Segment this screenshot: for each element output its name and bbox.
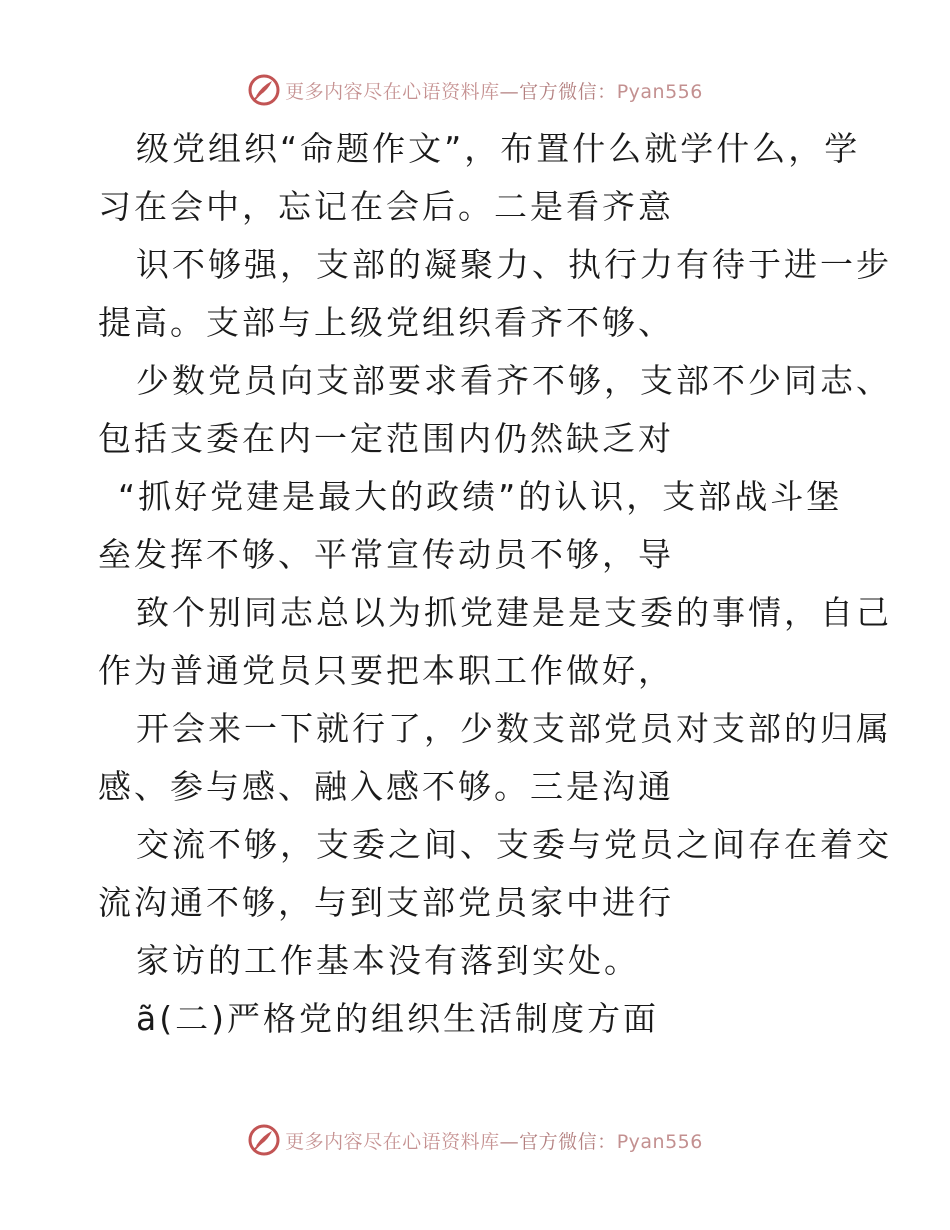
text-line: 级党组织“命题作文”，布置什么就学什么，学 [136, 129, 861, 168]
header-watermark [0, 73, 950, 107]
text-line: 提高。支部与上级党组织看齐不够、 [98, 303, 674, 342]
text-line: 垒发挥不够、平常宣传动员不够，导 [98, 535, 674, 574]
watermark-text: 更多内容尽在心语资料库—官方微信：Pyan556 [285, 80, 703, 103]
quill-logo-icon [247, 73, 281, 107]
document-body [98, 120, 892, 1048]
text-line: 包括支委在内一定范围内仍然缺乏对 [98, 419, 674, 458]
text-line: 作为普通党员只要把本职工作做好， [98, 651, 674, 690]
watermark-text: 更多内容尽在心语资料库—官方微信：Pyan556 [285, 1130, 703, 1153]
text-line: 交流不够，支委之间、支委与党员之间存在着交 [136, 825, 892, 864]
text-line: 家访的工作基本没有落到实处。 [136, 941, 640, 980]
text-line: 少数党员向支部要求看齐不够，支部不少同志、 [136, 361, 892, 400]
text-line: 感、参与感、融入感不够。三是沟通 [98, 767, 674, 806]
footer-watermark [0, 1123, 950, 1157]
text-line: 识不够强，支部的凝聚力、执行力有待于进一步 [136, 245, 892, 284]
text-line: 习在会中，忘记在会后。二是看齐意 [98, 187, 674, 226]
quill-logo-icon [247, 1123, 281, 1157]
text-line: 致个别同志总以为抓党建是是支委的事情，自己 [136, 593, 892, 632]
text-line: “抓好党建是最大的政绩”的认识，支部战斗堡 [118, 477, 843, 516]
section-heading: ã(二)严格党的组织生活制度方面 [136, 999, 659, 1038]
text-line: 流沟通不够，与到支部党员家中进行 [98, 883, 674, 922]
text-line: 开会来一下就行了，少数支部党员对支部的归属 [136, 709, 892, 748]
